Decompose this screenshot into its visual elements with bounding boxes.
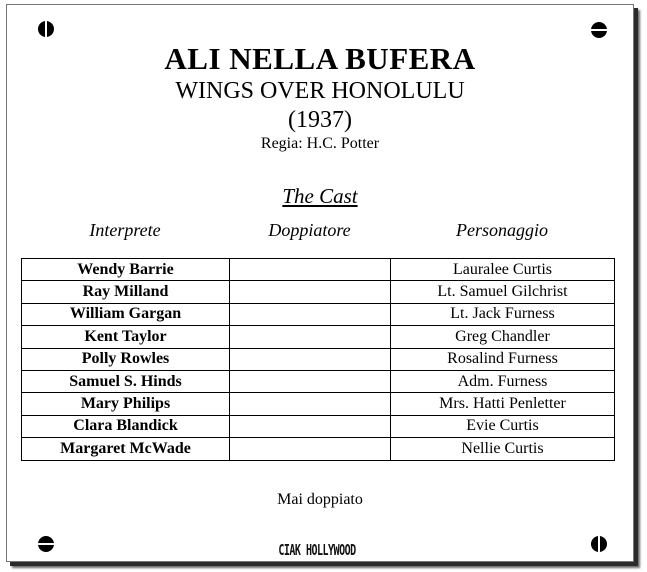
table-row [22,326,615,348]
dubber-cell [230,438,391,460]
table-row [22,281,615,303]
dubber-cell [230,281,391,303]
character-cell: Evie Curtis [391,415,615,437]
character-cell: Greg Chandler [391,326,615,348]
dubber-cell [230,393,391,415]
dubber-cell [230,415,391,437]
dubbing-note: Mai doppiato [277,491,363,508]
character-cell: Adm. Furness [391,370,615,392]
table-row [22,348,615,370]
actor-cell: William Gargan [22,303,230,325]
table-row [22,370,615,392]
release-year: (1937) [288,107,352,133]
dubber-cell [230,303,391,325]
dubber-cell [230,370,391,392]
dubber-cell [230,326,391,348]
cast-plaque [6,4,634,562]
ciak-hollywood-logo: CIAK HOLLYWOOD [278,543,356,560]
character-cell: Lt. Samuel Gilchrist [391,281,615,303]
cast-table [21,258,615,461]
original-title: WINGS OVER HONOLULU [175,78,465,104]
actor-cell: Wendy Barrie [22,259,230,281]
character-cell: Mrs. Hatti Penletter [391,393,615,415]
table-row [22,438,615,460]
table-row [22,415,615,437]
actor-cell: Ray Milland [22,281,230,303]
actor-cell: Mary Philips [22,393,230,415]
actor-cell: Samuel S. Hinds [22,370,230,392]
table-row [22,303,615,325]
director-credit: Regia: H.C. Potter [260,135,380,152]
cast-heading: The Cast [282,184,358,208]
character-cell: Nellie Curtis [391,438,615,460]
column-header-character: Personaggio [456,220,548,240]
column-header-dubber: Doppiatore [268,220,351,240]
screw-icon [38,21,54,37]
actor-cell: Margaret McWade [22,438,230,460]
table-row [22,259,615,281]
screw-icon [591,22,607,38]
actor-cell: Polly Rowles [22,348,230,370]
character-cell: Lt. Jack Furness [391,303,615,325]
dubber-cell [230,259,391,281]
character-cell: Lauralee Curtis [391,259,615,281]
dubber-cell [230,348,391,370]
actor-cell: Kent Taylor [22,326,230,348]
screw-icon [38,536,54,552]
actor-cell: Clara Blandick [22,415,230,437]
table-row [22,393,615,415]
character-cell: Rosalind Furness [391,348,615,370]
screw-icon [591,536,607,552]
column-header-actor: Interprete [89,220,161,240]
movie-title: ALI NELLA BUFERA [164,41,476,76]
